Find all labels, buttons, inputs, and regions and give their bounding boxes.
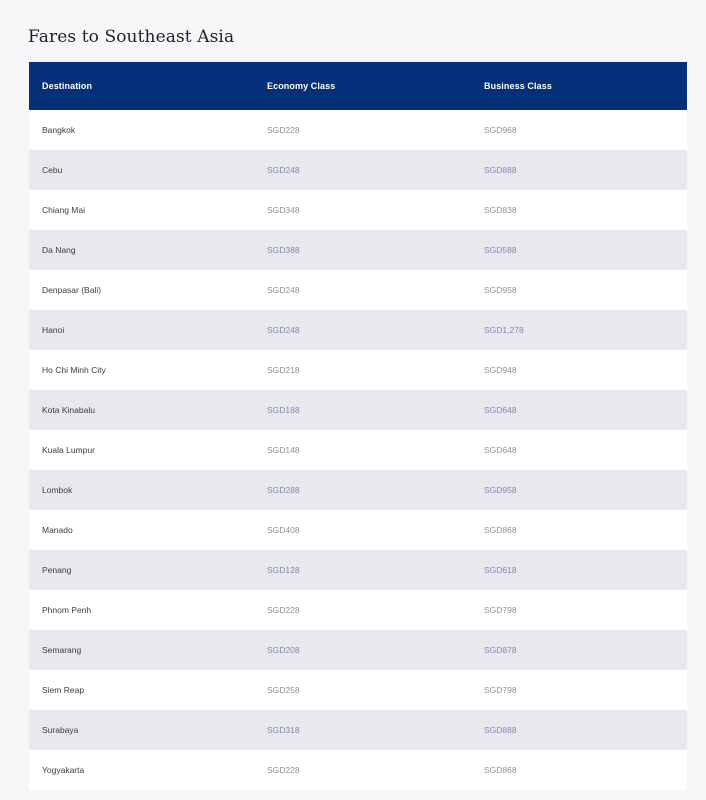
table-row [29, 590, 687, 630]
business-fare-cell: SGD888 [484, 165, 517, 175]
destination-cell: Kuala Lumpur [42, 445, 95, 455]
destination-cell: Siem Reap [42, 685, 85, 695]
page-title: Fares to Southeast Asia [28, 27, 235, 47]
destination-cell: Bangkok [42, 125, 76, 135]
destination-cell: Kota Kinabalu [42, 405, 95, 415]
table-row [29, 630, 687, 670]
business-fare-cell: SGD868 [484, 765, 517, 775]
business-fare-cell: SGD958 [484, 485, 517, 495]
economy-fare-cell: SGD248 [267, 325, 300, 335]
economy-fare-cell: SGD128 [267, 565, 300, 575]
destination-cell: Da Nang [42, 245, 76, 255]
table-row [29, 390, 687, 430]
business-fare-cell: SGD648 [484, 405, 517, 415]
economy-fare-cell: SGD228 [267, 605, 300, 615]
table-row [29, 670, 687, 710]
business-fare-cell: SGD888 [484, 725, 517, 735]
economy-fare-cell: SGD258 [267, 685, 300, 695]
table-row [29, 110, 687, 150]
destination-cell: Yogyakarta [42, 765, 85, 775]
table-row [29, 550, 687, 590]
economy-fare-cell: SGD348 [267, 205, 300, 215]
business-fare-cell: SGD798 [484, 605, 517, 615]
economy-fare-cell: SGD318 [267, 725, 300, 735]
business-fare-cell: SGD838 [484, 205, 517, 215]
destination-cell: Phnom Penh [42, 605, 92, 615]
economy-fare-cell: SGD228 [267, 125, 300, 135]
table-row [29, 710, 687, 750]
destination-cell: Manado [42, 525, 73, 535]
destination-cell: Cebu [42, 165, 63, 175]
business-fare-cell: SGD868 [484, 525, 517, 535]
fares-table [29, 62, 687, 790]
table-row [29, 510, 687, 550]
table-body [29, 110, 687, 790]
business-fare-cell: SGD968 [484, 125, 517, 135]
economy-fare-cell: SGD248 [267, 165, 300, 175]
economy-fare-cell: SGD228 [267, 765, 300, 775]
table-header [29, 62, 687, 110]
column-header-business: Business Class [484, 81, 552, 91]
table-row [29, 230, 687, 270]
destination-cell: Ho Chi Minh City [42, 365, 106, 375]
economy-fare-cell: SGD208 [267, 645, 300, 655]
destination-cell: Lombok [42, 485, 73, 495]
business-fare-cell: SGD1,278 [484, 325, 524, 335]
economy-fare-cell: SGD288 [267, 485, 300, 495]
business-fare-cell: SGD588 [484, 245, 517, 255]
economy-fare-cell: SGD248 [267, 285, 300, 295]
economy-fare-cell: SGD148 [267, 445, 300, 455]
table-row [29, 470, 687, 510]
column-header-destination: Destination [42, 81, 93, 91]
business-fare-cell: SGD878 [484, 645, 517, 655]
destination-cell: Penang [42, 565, 72, 575]
destination-cell: Surabaya [42, 725, 79, 735]
table-row [29, 310, 687, 350]
table-row [29, 190, 687, 230]
table-row [29, 150, 687, 190]
economy-fare-cell: SGD218 [267, 365, 300, 375]
business-fare-cell: SGD618 [484, 565, 517, 575]
table-row [29, 750, 687, 790]
business-fare-cell: SGD948 [484, 365, 517, 375]
business-fare-cell: SGD958 [484, 285, 517, 295]
header-row [29, 62, 687, 110]
destination-cell: Chiang Mai [42, 205, 85, 215]
destination-cell: Hanoi [42, 325, 65, 335]
economy-fare-cell: SGD188 [267, 405, 300, 415]
economy-fare-cell: SGD388 [267, 245, 300, 255]
table-row [29, 270, 687, 310]
business-fare-cell: SGD648 [484, 445, 517, 455]
economy-fare-cell: SGD408 [267, 525, 300, 535]
destination-cell: Semarang [42, 645, 82, 655]
column-header-economy: Economy Class [267, 81, 336, 91]
business-fare-cell: SGD798 [484, 685, 517, 695]
table-row [29, 430, 687, 470]
table-row [29, 350, 687, 390]
destination-cell: Denpasar (Bali) [42, 285, 102, 295]
